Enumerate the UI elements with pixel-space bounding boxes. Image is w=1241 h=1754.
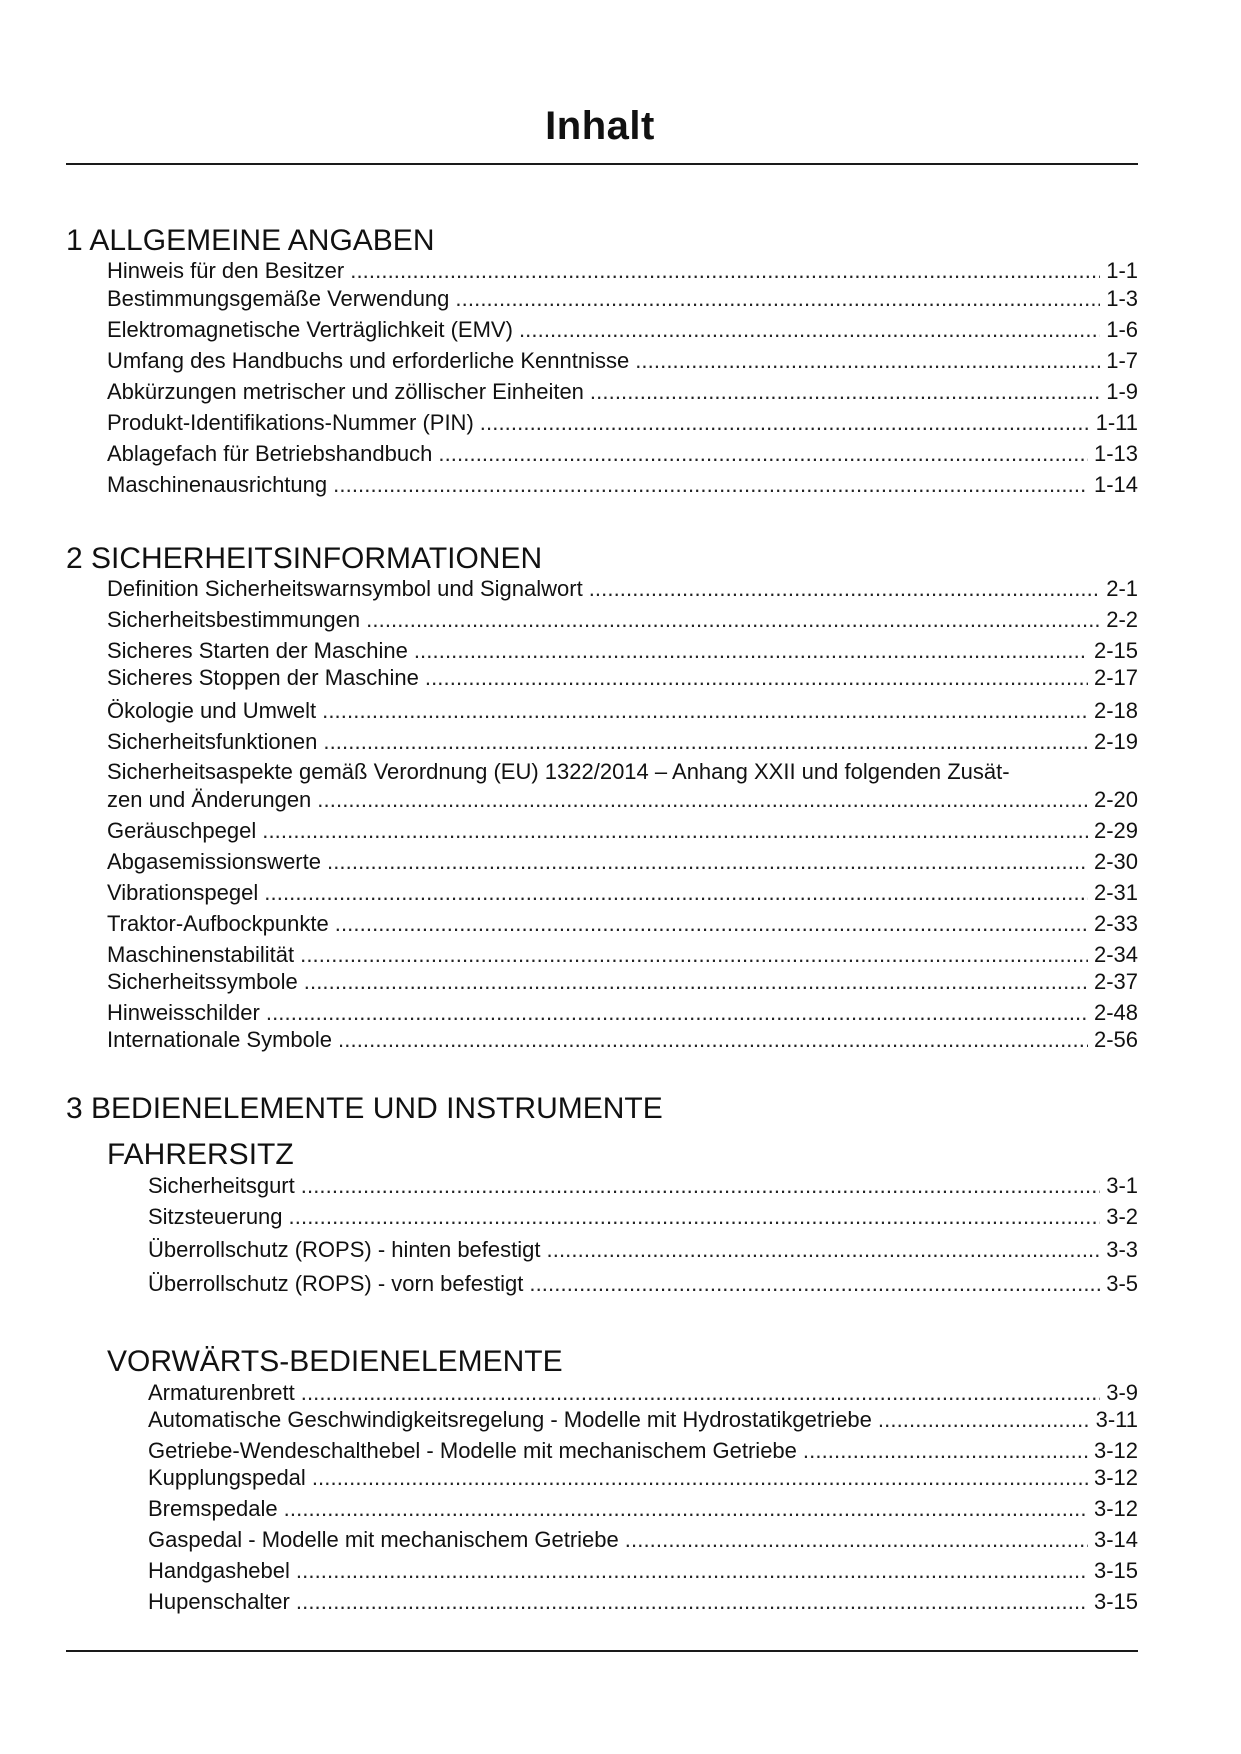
dot-leader bbox=[338, 1026, 1088, 1054]
dot-leader bbox=[304, 968, 1088, 996]
dot-leader bbox=[335, 910, 1088, 938]
toc-entry[interactable] bbox=[107, 786, 1138, 814]
toc-entry-page: 3-15 bbox=[1093, 1558, 1138, 1583]
toc-entry[interactable] bbox=[107, 606, 1138, 634]
toc-entry[interactable] bbox=[107, 848, 1138, 876]
toc-entry-label: Hupenschalter bbox=[148, 1589, 290, 1614]
toc-entry[interactable] bbox=[107, 347, 1138, 375]
toc-entry-page: 3-1 bbox=[1106, 1173, 1138, 1198]
dot-leader bbox=[414, 637, 1088, 665]
toc-entry-label: Maschinenausrichtung bbox=[107, 472, 328, 497]
toc-entry-label: Gaspedal - Modelle mit mechanischem Getriebe bbox=[148, 1527, 619, 1552]
dot-leader bbox=[480, 409, 1090, 437]
toc-entry[interactable] bbox=[107, 999, 1138, 1027]
toc-entry-label: Armaturenbrett bbox=[148, 1380, 295, 1405]
dot-leader bbox=[589, 575, 1101, 603]
toc-entry-label: Sicheres Starten der Maschine bbox=[107, 638, 408, 663]
dot-leader bbox=[300, 941, 1088, 969]
toc-entry-label: Überrollschutz (ROPS) - hinten befestigt bbox=[148, 1237, 541, 1262]
toc-entry-label: Sicherheitsgurt bbox=[148, 1173, 295, 1198]
toc-entry[interactable] bbox=[107, 728, 1138, 756]
toc-entry[interactable] bbox=[148, 1588, 1138, 1616]
toc-entry-label: Abgasemissionswerte bbox=[107, 849, 321, 874]
dot-leader bbox=[264, 879, 1088, 907]
bottom-divider bbox=[66, 1650, 1138, 1652]
dot-leader bbox=[284, 1495, 1088, 1523]
toc-entry-page: 3-12 bbox=[1093, 1496, 1138, 1521]
toc-entry-label: Produkt-Identifikations-Nummer (PIN) bbox=[107, 410, 474, 435]
toc-entry-page: 3-9 bbox=[1106, 1380, 1138, 1405]
page-title: Inhalt bbox=[545, 104, 655, 148]
toc-entry-page: 1-1 bbox=[1106, 258, 1138, 283]
toc-entry-page: 3-3 bbox=[1106, 1237, 1138, 1262]
toc-entry[interactable] bbox=[148, 1172, 1138, 1200]
toc-entry[interactable] bbox=[107, 440, 1138, 468]
toc-entry[interactable] bbox=[148, 1557, 1138, 1585]
toc-entry-page: 3-15 bbox=[1093, 1589, 1138, 1614]
toc-entry[interactable] bbox=[107, 285, 1138, 313]
toc-entry-page: 2-48 bbox=[1093, 1000, 1138, 1025]
section-heading-1: 1 ALLGEMEINE ANGABEN bbox=[66, 224, 435, 257]
dot-leader bbox=[323, 728, 1088, 756]
toc-entry[interactable] bbox=[148, 1236, 1138, 1264]
toc-entry[interactable] bbox=[107, 817, 1138, 845]
dot-leader bbox=[296, 1557, 1088, 1585]
toc-entry-page: 3-12 bbox=[1093, 1438, 1138, 1463]
toc-entry[interactable] bbox=[107, 257, 1138, 285]
toc-entry[interactable] bbox=[107, 879, 1138, 907]
toc-entry-page: 1-7 bbox=[1106, 348, 1138, 373]
toc-entry-label: Kupplungspedal bbox=[148, 1465, 306, 1490]
toc-entry[interactable] bbox=[107, 637, 1138, 665]
dot-leader bbox=[529, 1270, 1100, 1298]
toc-entry[interactable] bbox=[107, 697, 1138, 725]
toc-entry-page: 2-15 bbox=[1093, 638, 1138, 663]
toc-entry-page: 2-33 bbox=[1093, 911, 1138, 936]
toc-entry-label: Umfang des Handbuchs und erforderliche Kenntnisse bbox=[107, 348, 630, 373]
dot-leader bbox=[519, 316, 1100, 344]
dot-leader bbox=[289, 1203, 1101, 1231]
toc-entry[interactable] bbox=[148, 1379, 1138, 1407]
toc-entry-label: Ablagefach für Betriebshandbuch bbox=[107, 441, 433, 466]
dot-leader bbox=[333, 471, 1088, 499]
toc-entry-label: Hinweis für den Besitzer bbox=[107, 258, 345, 283]
dot-leader bbox=[312, 1464, 1088, 1492]
dot-leader bbox=[327, 848, 1088, 876]
toc-entry[interactable] bbox=[107, 1026, 1138, 1054]
toc-entry-label: Abkürzungen metrischer und zöllischer Einheiten bbox=[107, 379, 584, 404]
toc-entry-label: Maschinenstabilität bbox=[107, 942, 295, 967]
dot-leader bbox=[625, 1526, 1088, 1554]
toc-entry[interactable] bbox=[148, 1437, 1138, 1465]
toc-entry-page: 3-2 bbox=[1106, 1204, 1138, 1229]
dot-leader bbox=[455, 285, 1100, 313]
dot-leader bbox=[317, 786, 1088, 814]
toc-entry[interactable] bbox=[148, 1203, 1138, 1231]
section-heading-3: 3 BEDIENELEMENTE UND INSTRUMENTE bbox=[66, 1092, 663, 1125]
dot-leader bbox=[878, 1406, 1090, 1434]
toc-entry-page: 2-31 bbox=[1093, 880, 1138, 905]
toc-entry-page: 1-13 bbox=[1093, 441, 1138, 466]
dot-leader bbox=[366, 606, 1100, 634]
toc-entry-page: 2-17 bbox=[1093, 665, 1138, 690]
toc-entry-page: 2-2 bbox=[1106, 607, 1138, 632]
toc-entry-label-line1: Sicherheitsaspekte gemäß Verordnung (EU) 1322/2014 – Anhang XXII und folgenden Zusät- bbox=[107, 759, 1010, 784]
toc-entry-page: 2-30 bbox=[1093, 849, 1138, 874]
toc-entry[interactable] bbox=[107, 471, 1138, 499]
toc-entry-page: 2-20 bbox=[1093, 787, 1138, 812]
dot-leader bbox=[301, 1379, 1100, 1407]
toc-entry-page: 1-11 bbox=[1095, 410, 1138, 435]
toc-entry-label: Vibrationspegel bbox=[107, 880, 259, 905]
toc-entry-page: 2-19 bbox=[1093, 729, 1138, 754]
toc-entry-page: 3-11 bbox=[1095, 1407, 1138, 1432]
toc-entry-label: Handgashebel bbox=[148, 1558, 290, 1583]
dot-leader bbox=[296, 1588, 1088, 1616]
toc-entry[interactable] bbox=[107, 378, 1138, 406]
toc-entry-label: Sitzsteuerung bbox=[148, 1204, 283, 1229]
toc-entry-label: Bremspedale bbox=[148, 1496, 278, 1521]
toc-entry-page: 2-34 bbox=[1093, 942, 1138, 967]
toc-entry-label: Ökologie und Umwelt bbox=[107, 698, 317, 723]
toc-entry[interactable] bbox=[148, 1495, 1138, 1523]
section-heading-2: 2 SICHERHEITSINFORMATIONEN bbox=[66, 542, 543, 575]
toc-entry[interactable] bbox=[107, 968, 1138, 996]
toc-entry-page: 3-14 bbox=[1093, 1527, 1138, 1552]
toc-entry-label: Sicherheitssymbole bbox=[107, 969, 298, 994]
toc-entry[interactable] bbox=[148, 1270, 1138, 1298]
toc-entry-label: Sicherheitsbestimmungen bbox=[107, 607, 361, 632]
dot-leader bbox=[635, 347, 1100, 375]
dot-leader bbox=[262, 817, 1088, 845]
toc-entry-page: 2-56 bbox=[1093, 1027, 1138, 1052]
toc-entry-label: Elektromagnetische Verträglichkeit (EMV) bbox=[107, 317, 513, 342]
dot-leader bbox=[266, 999, 1088, 1027]
toc-entry-label: Sicheres Stoppen der Maschine bbox=[107, 665, 419, 690]
toc-entry-label: Bestimmungsgemäße Verwendung bbox=[107, 286, 450, 311]
dot-leader bbox=[590, 378, 1100, 406]
dot-leader bbox=[547, 1236, 1101, 1264]
toc-entry-label: Sicherheitsfunktionen bbox=[107, 729, 318, 754]
toc-entry[interactable] bbox=[107, 910, 1138, 938]
dot-leader bbox=[425, 664, 1088, 692]
dot-leader bbox=[301, 1172, 1100, 1200]
toc-entry-page: 1-9 bbox=[1106, 379, 1138, 404]
toc-entry-page: 3-5 bbox=[1106, 1271, 1138, 1296]
dot-leader bbox=[438, 440, 1088, 468]
toc-entry-page: 2-37 bbox=[1093, 969, 1138, 994]
toc-entry-label: Überrollschutz (ROPS) - vorn befestigt bbox=[148, 1271, 524, 1296]
toc-entry-label: zen und Änderungen bbox=[107, 787, 312, 812]
toc-entry-page: 1-14 bbox=[1093, 472, 1138, 497]
toc-entry-page: 1-3 bbox=[1106, 286, 1138, 311]
toc-entry-label: Getriebe-Wendeschalthebel - Modelle mit mechanischem Getriebe bbox=[148, 1438, 797, 1463]
toc-entry[interactable] bbox=[148, 1406, 1138, 1434]
toc-entry-page: 2-1 bbox=[1106, 576, 1138, 601]
toc-entry-page: 3-12 bbox=[1093, 1465, 1138, 1490]
toc-entry[interactable] bbox=[107, 575, 1138, 603]
toc-entry-label: Definition Sicherheitswarnsymbol und Signalwort bbox=[107, 576, 583, 601]
subsection-heading-vorwaerts: VORWÄRTS-BEDIENELEMENTE bbox=[107, 1345, 563, 1378]
toc-entry-page: 1-6 bbox=[1106, 317, 1138, 342]
toc-entry-label: Hinweisschilder bbox=[107, 1000, 260, 1025]
dot-leader bbox=[350, 257, 1100, 285]
toc-entry-page: 2-29 bbox=[1093, 818, 1138, 843]
toc-entry[interactable] bbox=[107, 664, 1138, 692]
dot-leader bbox=[803, 1437, 1088, 1465]
toc-entry[interactable] bbox=[148, 1464, 1138, 1492]
toc-entry-page: 2-18 bbox=[1093, 698, 1138, 723]
toc-entry[interactable] bbox=[148, 1526, 1138, 1554]
toc-entry[interactable] bbox=[107, 316, 1138, 344]
toc-entry-label: Traktor-Aufbockpunkte bbox=[107, 911, 329, 936]
toc-entry-label: Internationale Symbole bbox=[107, 1027, 333, 1052]
dot-leader bbox=[322, 697, 1088, 725]
toc-entry[interactable] bbox=[107, 409, 1138, 437]
subsection-heading-fahrersitz: FAHRERSITZ bbox=[107, 1138, 294, 1171]
toc-entry[interactable] bbox=[107, 941, 1138, 969]
toc-entry-label: Geräuschpegel bbox=[107, 818, 257, 843]
toc-entry-label: Automatische Geschwindigkeitsregelung - Modelle mit Hydrostatikgetriebe bbox=[148, 1407, 872, 1432]
